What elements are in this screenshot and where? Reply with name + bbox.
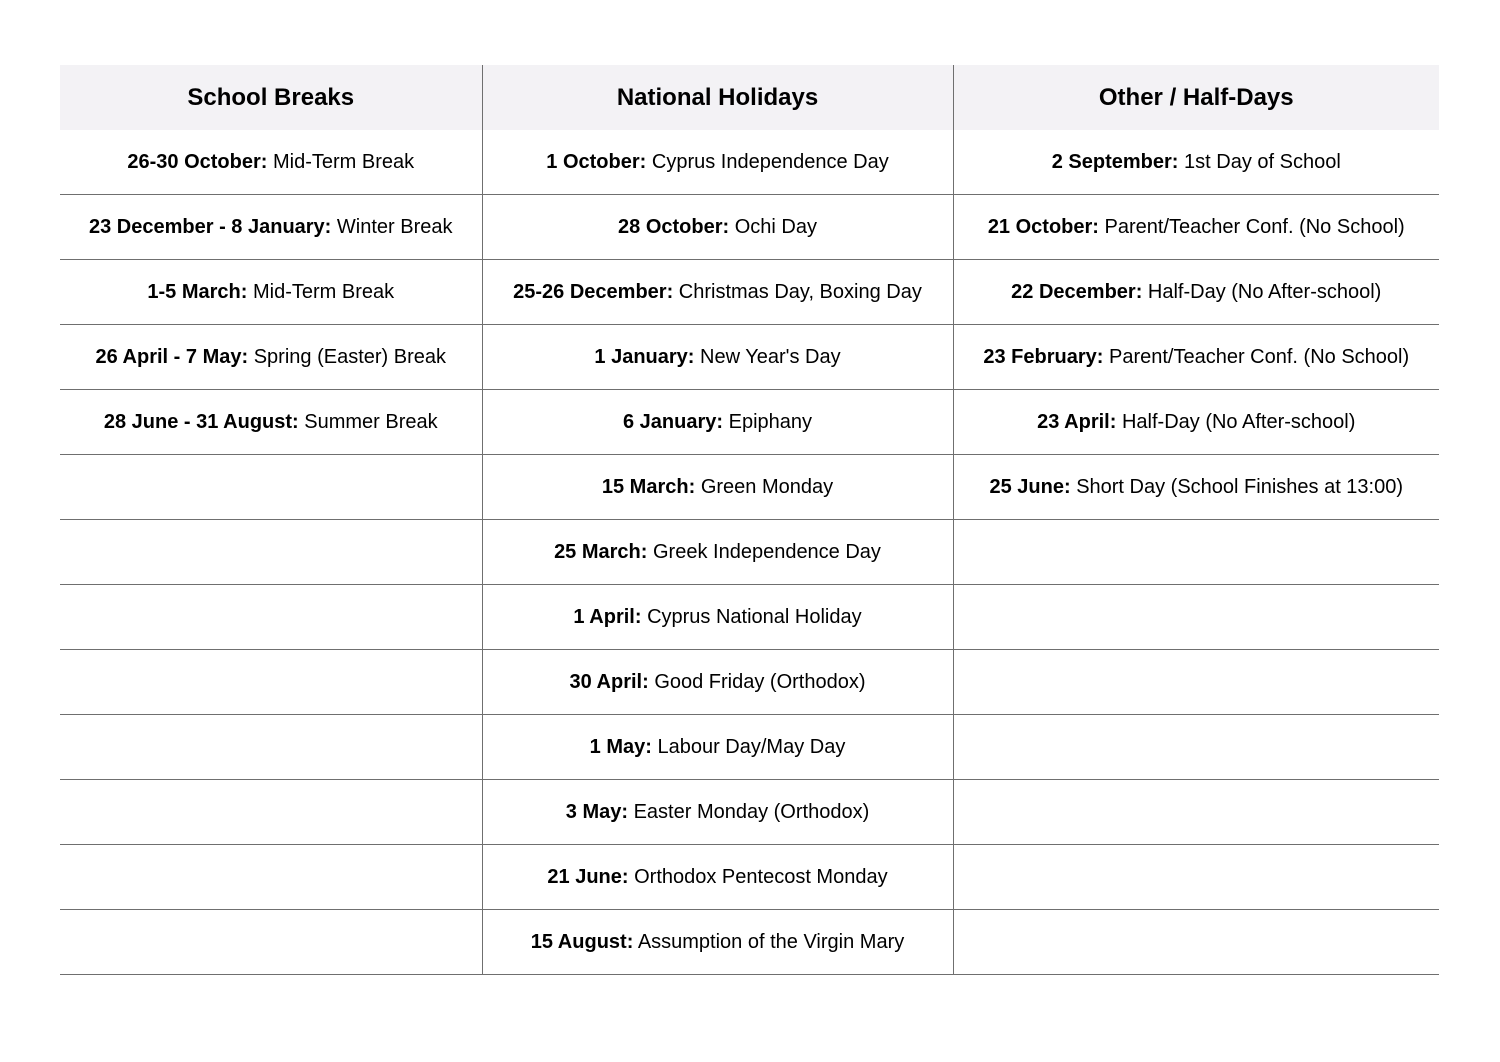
cell-national-holidays — [482, 520, 953, 585]
event-description: Mid-Term Break — [252, 280, 395, 303]
cell-national-holidays — [482, 325, 953, 390]
cell-school-breaks — [60, 715, 482, 780]
cell-national-holidays — [482, 260, 953, 325]
cell-school-breaks — [60, 585, 482, 650]
cell-other-half-days — [953, 715, 1439, 780]
header-national-holidays: National Holidays — [482, 65, 953, 130]
event-description: Half-Day (No After-school) — [1147, 280, 1382, 303]
cell-national-holidays — [482, 780, 953, 845]
event-date: 21 June: — [547, 865, 629, 888]
cell-national-holidays — [482, 650, 953, 715]
event-description: 1st Day of School — [1184, 150, 1341, 173]
event-description: Cyprus National Holiday — [647, 605, 862, 628]
event-date: 30 April: — [569, 670, 649, 693]
event-date: 1 October: — [546, 150, 647, 173]
cell-other-half-days — [953, 585, 1439, 650]
event-description: Mid-Term Break — [272, 150, 415, 173]
cell-national-holidays — [482, 910, 953, 975]
table-row — [60, 325, 1439, 390]
cell-school-breaks — [60, 260, 482, 325]
event-date: 23 December - 8 January: — [89, 215, 332, 238]
table-body — [60, 130, 1439, 975]
table-row — [60, 195, 1439, 260]
event-description: Christmas Day, Boxing Day — [678, 280, 922, 303]
cell-school-breaks — [60, 390, 482, 455]
cell-national-holidays — [482, 130, 953, 195]
cell-other-half-days — [953, 260, 1439, 325]
calendar-table-container — [60, 65, 1439, 1062]
event-description: Half-Day (No After-school) — [1121, 410, 1356, 433]
event-date: 28 June - 31 August: — [103, 410, 299, 433]
event-date: 26 April - 7 May: — [95, 345, 249, 368]
cell-other-half-days — [953, 455, 1439, 520]
cell-other-half-days — [953, 910, 1439, 975]
event-date: 6 January: — [622, 410, 724, 433]
event-date: 25-26 December: — [513, 280, 674, 303]
event-description: Labour Day/May Day — [657, 735, 846, 758]
event-date: 1 January: — [594, 345, 695, 368]
event-date: 2 September: — [1051, 150, 1179, 173]
event-description: Cyprus Independence Day — [651, 150, 889, 173]
header-row — [60, 65, 1439, 130]
header-school-breaks: School Breaks — [60, 65, 482, 130]
event-description: Orthodox Pentecost Monday — [634, 865, 888, 888]
event-date: 23 February: — [983, 345, 1104, 368]
event-description: Parent/Teacher Conf. (No School) — [1104, 215, 1405, 238]
event-description: Summer Break — [304, 410, 438, 433]
cell-school-breaks — [60, 910, 482, 975]
event-date: 22 December: — [1011, 280, 1143, 303]
cell-school-breaks — [60, 195, 482, 260]
cell-school-breaks — [60, 130, 482, 195]
cell-national-holidays — [482, 455, 953, 520]
school-calendar-table — [60, 65, 1439, 975]
event-description: Parent/Teacher Conf. (No School) — [1108, 345, 1410, 368]
cell-other-half-days — [953, 845, 1439, 910]
cell-school-breaks — [60, 780, 482, 845]
cell-school-breaks — [60, 520, 482, 585]
table-row — [60, 910, 1439, 975]
cell-national-holidays — [482, 195, 953, 260]
cell-other-half-days — [953, 195, 1439, 260]
event-date: 25 June: — [989, 475, 1071, 498]
cell-school-breaks — [60, 650, 482, 715]
header-other-half-days: Other / Half-Days — [953, 65, 1439, 130]
cell-national-holidays — [482, 585, 953, 650]
table-row — [60, 845, 1439, 910]
cell-other-half-days — [953, 780, 1439, 845]
event-date: 21 October: — [987, 215, 1099, 238]
event-date: 28 October: — [618, 215, 730, 238]
cell-other-half-days — [953, 130, 1439, 195]
event-description: New Year's Day — [700, 345, 841, 368]
cell-other-half-days — [953, 390, 1439, 455]
event-date: 1 April: — [573, 605, 642, 628]
event-date: 26-30 October: — [127, 150, 268, 173]
table-row — [60, 520, 1439, 585]
cell-other-half-days — [953, 325, 1439, 390]
event-description: Ochi Day — [734, 215, 817, 238]
table-row — [60, 130, 1439, 195]
cell-other-half-days — [953, 650, 1439, 715]
cell-school-breaks — [60, 455, 482, 520]
table-row — [60, 260, 1439, 325]
event-date: 1-5 March: — [147, 280, 248, 303]
cell-other-half-days — [953, 520, 1439, 585]
table-row — [60, 650, 1439, 715]
event-description: Greek Independence Day — [653, 540, 881, 563]
table-row — [60, 585, 1439, 650]
event-date: 15 March: — [601, 475, 696, 498]
cell-school-breaks — [60, 845, 482, 910]
table-row — [60, 780, 1439, 845]
cell-national-holidays — [482, 845, 953, 910]
event-date: 25 March: — [554, 540, 648, 563]
event-description: Short Day (School Finishes at 13:00) — [1076, 475, 1404, 498]
event-date: 1 May: — [589, 735, 652, 758]
cell-national-holidays — [482, 390, 953, 455]
event-description: Easter Monday (Orthodox) — [633, 800, 870, 823]
event-date: 15 August: — [530, 930, 634, 953]
cell-national-holidays — [482, 715, 953, 780]
event-description: Winter Break — [336, 215, 453, 238]
cell-school-breaks — [60, 325, 482, 390]
event-description: Assumption of the Virgin Mary — [637, 930, 905, 953]
table-row — [60, 715, 1439, 780]
event-description: Epiphany — [728, 410, 813, 433]
event-description: Green Monday — [700, 475, 834, 498]
event-date: 3 May: — [565, 800, 629, 823]
event-description: Spring (Easter) Break — [253, 345, 446, 368]
event-date: 23 April: — [1037, 410, 1117, 433]
event-description: Good Friday (Orthodox) — [654, 670, 866, 693]
table-row — [60, 390, 1439, 455]
table-row — [60, 455, 1439, 520]
